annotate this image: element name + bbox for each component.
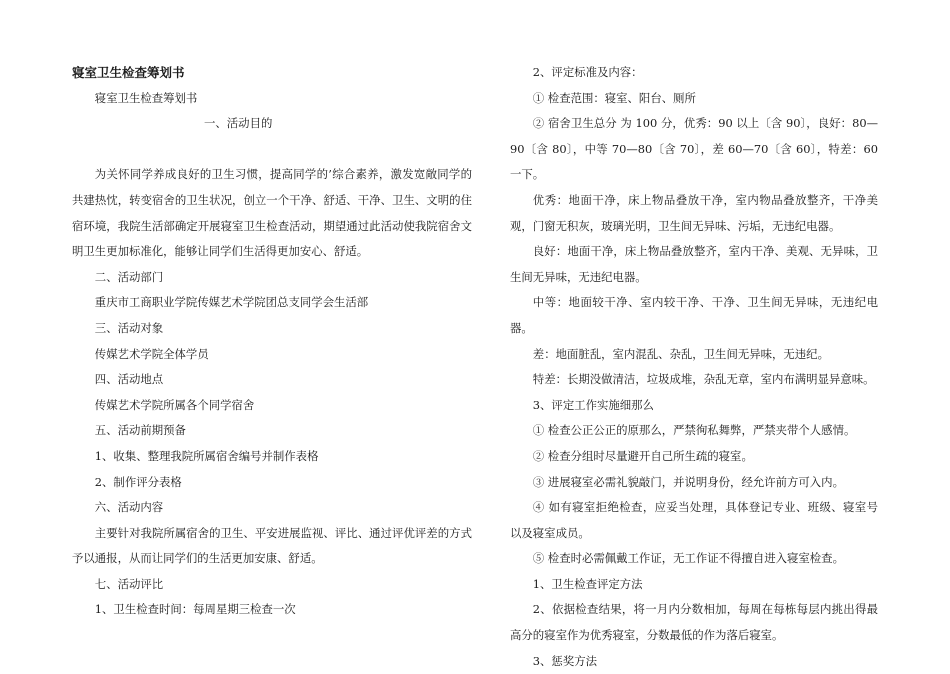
document-subtitle: 寝室卫生检查筹划书 (94, 90, 198, 105)
left-column (72, 60, 472, 623)
grade-good: 良好：地面干净，床上物品叠放整齐，室内干净、美观、无异味，卫生间无异味，无违纪电器。 (510, 244, 878, 284)
score-scale: ② 宿舍卫生总分 为 100 分，优秀：90 以上〔含 90〕，良好：80—90〔含 80〕，中等 70—80〔含 70〕，差 60—70〔含 60〕，特差：60 一下。 (510, 116, 878, 182)
section-heading-department: 二、活动部门 (94, 269, 164, 284)
rules-heading: 3、评定工作实施细那么 (532, 397, 654, 412)
right-column (510, 60, 878, 674)
inspection-scope: ① 检查范围：寝室、阳台、厕所 (532, 90, 696, 105)
method-1: 1、卫生检查评定方法 (532, 576, 643, 591)
evaluation-item-1: 1、卫生检查时间：每周星期三检查一次 (94, 602, 296, 617)
rule-5: ⑤ 检查时必需佩戴工作证，无工作证不得擅自进入寝室检查。 (532, 551, 844, 566)
section-heading-target: 三、活动对象 (94, 320, 164, 335)
section-body-content: 主要针对我院所属宿舍的卫生、平安进展监视、评比、通过评优评差的方式予以通报，从而让同学们的生活更加安康、舒适。 (72, 525, 472, 566)
section-body-location: 传媒艺术学院所属各个同学宿舍 (94, 397, 255, 412)
rule-1: ① 检查公正公正的原那么，严禁徇私舞弊，严禁夹带个人感情。 (532, 423, 856, 438)
grade-excellent: 优秀：地面干净，床上物品叠放干净，室内物品叠放整齐，干净美观，门窗无积灰，玻璃光明，卫生间无异味、污垢，无违纪电器。 (510, 192, 878, 233)
criteria-heading: 2、评定标准及内容： (532, 65, 643, 79)
grade-poor: 差：地面脏乱，室内混乱、杂乱，卫生间无异味，无违纪。 (532, 346, 829, 361)
section-heading-content: 六、活动内容 (94, 500, 164, 515)
preparation-item-2: 2、制作评分表格 (94, 474, 182, 489)
rule-2: ② 检查分组时尽量避开自己所生疏的寝室。 (532, 448, 753, 463)
method-3: 3、惩奖方法 (532, 653, 597, 668)
section-heading-evaluation: 七、活动评比 (94, 576, 164, 591)
rule-4: ④ 如有寝室拒绝检查，应妥当处理，具体登记专业、班级、寝室号以及寝室成员。 (510, 500, 878, 540)
section-body-target: 传媒艺术学院全体学员 (94, 346, 209, 361)
section-heading-preparation: 五、活动前期预备 (94, 423, 186, 438)
grade-very-poor: 特差：长期没做清洁，垃圾成堆，杂乱无章，室内布满明显异意味。 (532, 372, 875, 387)
grade-medium: 中等：地面较干净、室内较干净、干净、卫生间无异味，无违纪电器。 (510, 295, 878, 335)
section-heading-purpose: 一、活动目的 (204, 116, 273, 131)
section-body-purpose: 为关怀同学养成良好的卫生习惯，提高同学的’综合素养，激发宽敞同学的共建热忱，转变宿舍的卫生状况，创立一个干净、舒适、干净、卫生、文明的住宿环境，我院生活部确定开展寝室卫生检查活动，期望通过此活动使我院宿舍文明卫生更加标准化，能够让同学们生活得更加安心、舒适。 (72, 167, 472, 259)
rule-3: ③ 进展寝室必需礼貌敲门，并说明身份，经允许前方可入内。 (532, 474, 844, 489)
document-title: 寝室卫生检查筹划书 (72, 65, 185, 80)
method-2: 2、依据检查结果，将一月内分数相加，每周在每栋每层内挑出得最高分的寝室作为优秀寝室，分数最低的作为落后寝室。 (510, 602, 878, 643)
blank-line (72, 137, 472, 163)
preparation-item-1: 1、收集、整理我院所属宿舍编号并制作表格 (94, 448, 319, 463)
section-heading-location: 四、活动地点 (94, 372, 164, 387)
section-body-department: 重庆市工商职业学院传媒艺术学院团总支同学会生活部 (94, 295, 369, 310)
